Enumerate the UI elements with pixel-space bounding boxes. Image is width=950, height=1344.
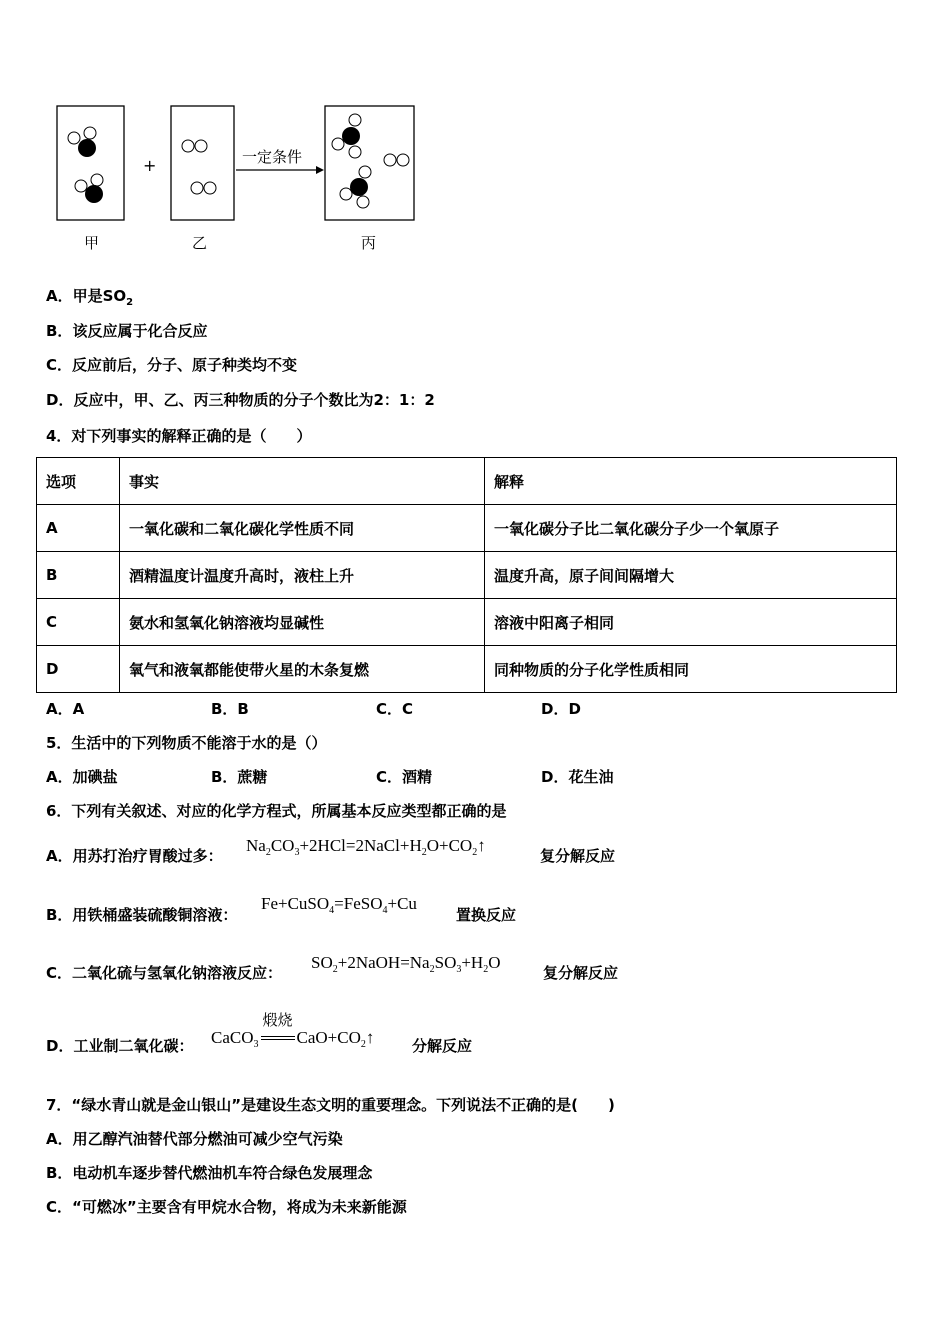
label-yi: 乙 [192,234,208,252]
q6-option-a-equation: $Na_2CO_3+2HCl=2NaCl+H_2O+CO_2↑$ [246,836,486,858]
q3-option-a: A．甲是$SO_2$ [46,287,134,308]
q6-option-c-equation: $SO_2+2NaOH=Na_2SO_3+H_2O$ [311,953,501,975]
sulfur-atom [342,127,360,145]
q6-option-b-type: 置换反应 [456,906,517,924]
table-row: B 酒精温度计温度升高时，液柱上升 温度升高，原子间间隔增大 [37,552,897,599]
q6-option-c-label: C．二氧化硫与氢氧化钠溶液反应： [46,964,283,982]
header-explanation: 解释 [485,458,897,505]
q3-option-d: D．反应中，甲、乙、丙三种物质的分子个数比为2：1：2 [46,391,435,409]
q5-stem: 5．生活中的下列物质不能溶于水的是（） [46,734,327,752]
q6-option-d-type: 分解反应 [412,1037,473,1055]
q6-option-d-equation: CaCO$_3$ 煅烧 $CaO+CO_2↑$ [211,1011,375,1050]
arrow-condition: 一定条件 [242,148,303,166]
sulfur-atom [85,185,103,203]
table-header-row [37,458,897,505]
q6-option-b-label: B．用铁桶盛装硫酸铜溶液： [46,906,238,924]
table-row: D 氧气和液氧都能使带火星的木条复燃 同种物质的分子化学性质相同 [37,646,897,693]
table-row: C 氨水和氢氧化钠溶液均显碱性 溶液中阳离子相同 [37,599,897,646]
q3-option-b: B．该反应属于化合反应 [46,322,208,340]
sulfur-atom [350,178,368,196]
q4-answer-a: A．A [46,700,85,718]
q4-answer-c: C．C [376,700,414,718]
q5-answer-b: B．蔗糖 [211,768,268,786]
label-bing: 丙 [361,234,377,252]
box-jia [57,106,124,220]
q7-stem: 7．“绿水青山就是金山银山”是建设生态文明的重要理念。下列说法不正确的是( ) [46,1096,615,1114]
q6-option-a-label: A．用苏打治疗胃酸过多： [46,847,223,865]
q4-answer-d: D．D [541,700,581,718]
q6-option-c-type: 复分解反应 [543,964,619,982]
reaction-condition: 煅烧 [262,1011,293,1029]
sulfur-atom [78,139,96,157]
q6-option-a-type: 复分解反应 [540,847,616,865]
q5-answer-d: D．花生油 [541,768,614,786]
q7-option-c: C．“可燃冰”主要含有甲烷水合物，将成为未来新能源 [46,1198,407,1216]
table-row: A 一氧化碳和二氧化碳化学性质不同 一氧化碳分子比二氧化碳分子少一个氧原子 [37,505,897,552]
q4-answer-b: B．B [211,700,249,718]
header-fact: 事实 [120,458,485,505]
q7-option-a: A．用乙醇汽油替代部分燃油可减少空气污染 [46,1130,343,1148]
facts-table [36,457,897,693]
header-option: 选项 [37,458,120,505]
q7-option-b: B．电动机车逐步替代燃油机车符合绿色发展理念 [46,1164,373,1182]
q3-option-c: C．反应前后，分子、原子种类均不变 [46,356,298,374]
reaction-diagram [50,98,430,262]
box-yi [171,106,234,220]
q6-option-d-label: D．工业制二氧化碳： [46,1037,194,1055]
plus-sign: + [143,156,157,175]
label-jia: 甲 [84,234,100,252]
q4-stem: 4．对下列事实的解释正确的是（ ） [46,427,312,445]
q5-answer-c: C．酒精 [376,768,433,786]
q6-stem: 6．下列有关叙述、对应的化学方程式，所属基本反应类型都正确的是 [46,802,507,820]
q6-option-b-equation: Fe+CuSO$_4$=FeSO$_4$+Cu [261,894,417,916]
q5-answer-a: A．加碘盐 [46,768,118,786]
